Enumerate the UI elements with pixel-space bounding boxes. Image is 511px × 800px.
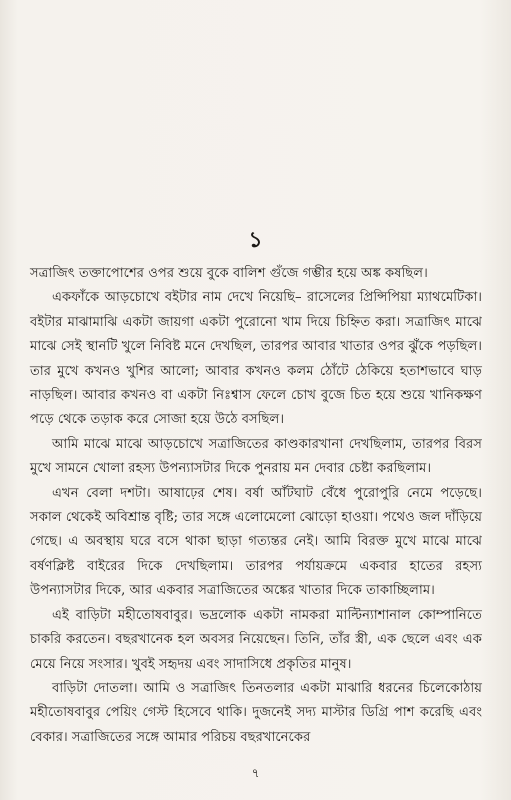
- chapter-body: [30, 262, 482, 750]
- paragraph: এখন বেলা দশটা। আষাঢ়ের শেষ। বর্ষা আঁটঘাট বেঁধে পুরোপুরি নেমে পড়েছে। সকাল থেকেই অবিশ্রান্ত বৃষ্টি; তার সঙ্গে এলোমেলো ঝোড়ো হাওয়া। পথেও জল দাঁড়িয়ে গেছে। এ অবস্থায় ঘরে বসে থাকা ছাড়া গত্যন্তর নেই। আমি বিরক্ত মুখে মাঝে মাঝে বর্ষণক্লিষ্ট বাইরের দিকে দেখছিলাম। তারপর পর্যায়ক্রমে একবার হাতের রহস্য উপন্যাসটার দিকে, আর একবার সত্রাজিতের অঙ্কের খাতার দিকে তাকাচ্ছিলাম।: [30, 485, 482, 599]
- page-number: ৭: [251, 766, 260, 780]
- paragraph: এই বাড়িটা মহীতোষবাবুর। ভদ্রলোক একটা নামকরা মাল্টিন্যাশানাল কোম্পানিতে চাকরি করতেন। বছরখানেক হল অবসর নিয়েছেন। তিনি, তাঁর স্ত্রী, এক ছেলে এবং এক মেয়ে নিয়ে সংসার। খুবই সহৃদয় এবং সাদাসিধে প্রকৃতির মানুষ।: [30, 607, 482, 672]
- paragraph: বাড়িটা দোতলা। আমি ও সত্রাজিৎ তিনতলার একটা মাঝারি ধরনের চিলেকোঠায় মহীতোষবাবুর পেয়িং গেস্ট হিসেবে থাকি। দুজনেই সদ্য মাস্টার ডিগ্রি পাশ করেছি এবং বেকার। সত্রাজিতের সঙ্গে আমার পরিচয় বছরখানেকের: [30, 680, 482, 745]
- paragraph: সত্রাজিৎ তক্তাপোশের ওপর শুয়ে বুকে বালিশ গুঁজে গম্ভীর হয়ে অঙ্ক কষছিল।: [30, 266, 428, 281]
- paragraph: একফাঁকে আড়চোখে বইটার নাম দেখে নিয়েছি– রাসেলের প্রিন্সিপিয়া ম্যাথমেটিকা। বইটার মাঝামাঝি একটা জায়গা একটা পুরোনো খাম দিয়ে চিহ্নিত করা। সত্রাজিৎ মাঝে মাঝে সেই স্থানটি খুলে নিবিষ্ট মনে দেখছিল, তারপর আবার খাতার ওপর ঝুঁকে পড়ছিল। তার মুখে কখনও খুশির আলো; আবার কখনও কলম ঠোঁটে ঠেকিয়ে হতাশভাবে ঘাড় নাড়ছিল। আবার কখনও বা একটা নিঃশ্বাস ফেলে চোখ বুজে চিত হয়ে শুয়ে খানিকক্ষণ পড়ে থেকে তড়াক করে সোজা হয়ে উঠে বসছিল।: [30, 290, 482, 428]
- chapter-number: ১: [248, 227, 263, 253]
- paragraph: আমি মাঝে মাঝে আড়চোখে সত্রাজিতের কাণ্ডকারখানা দেখছিলাম, তারপর বিরস মুখে সামনে খোলা রহস্য উপন্যাসটার দিকে পুনরায় মন দেবার চেষ্টা করছিলাম।: [30, 436, 482, 477]
